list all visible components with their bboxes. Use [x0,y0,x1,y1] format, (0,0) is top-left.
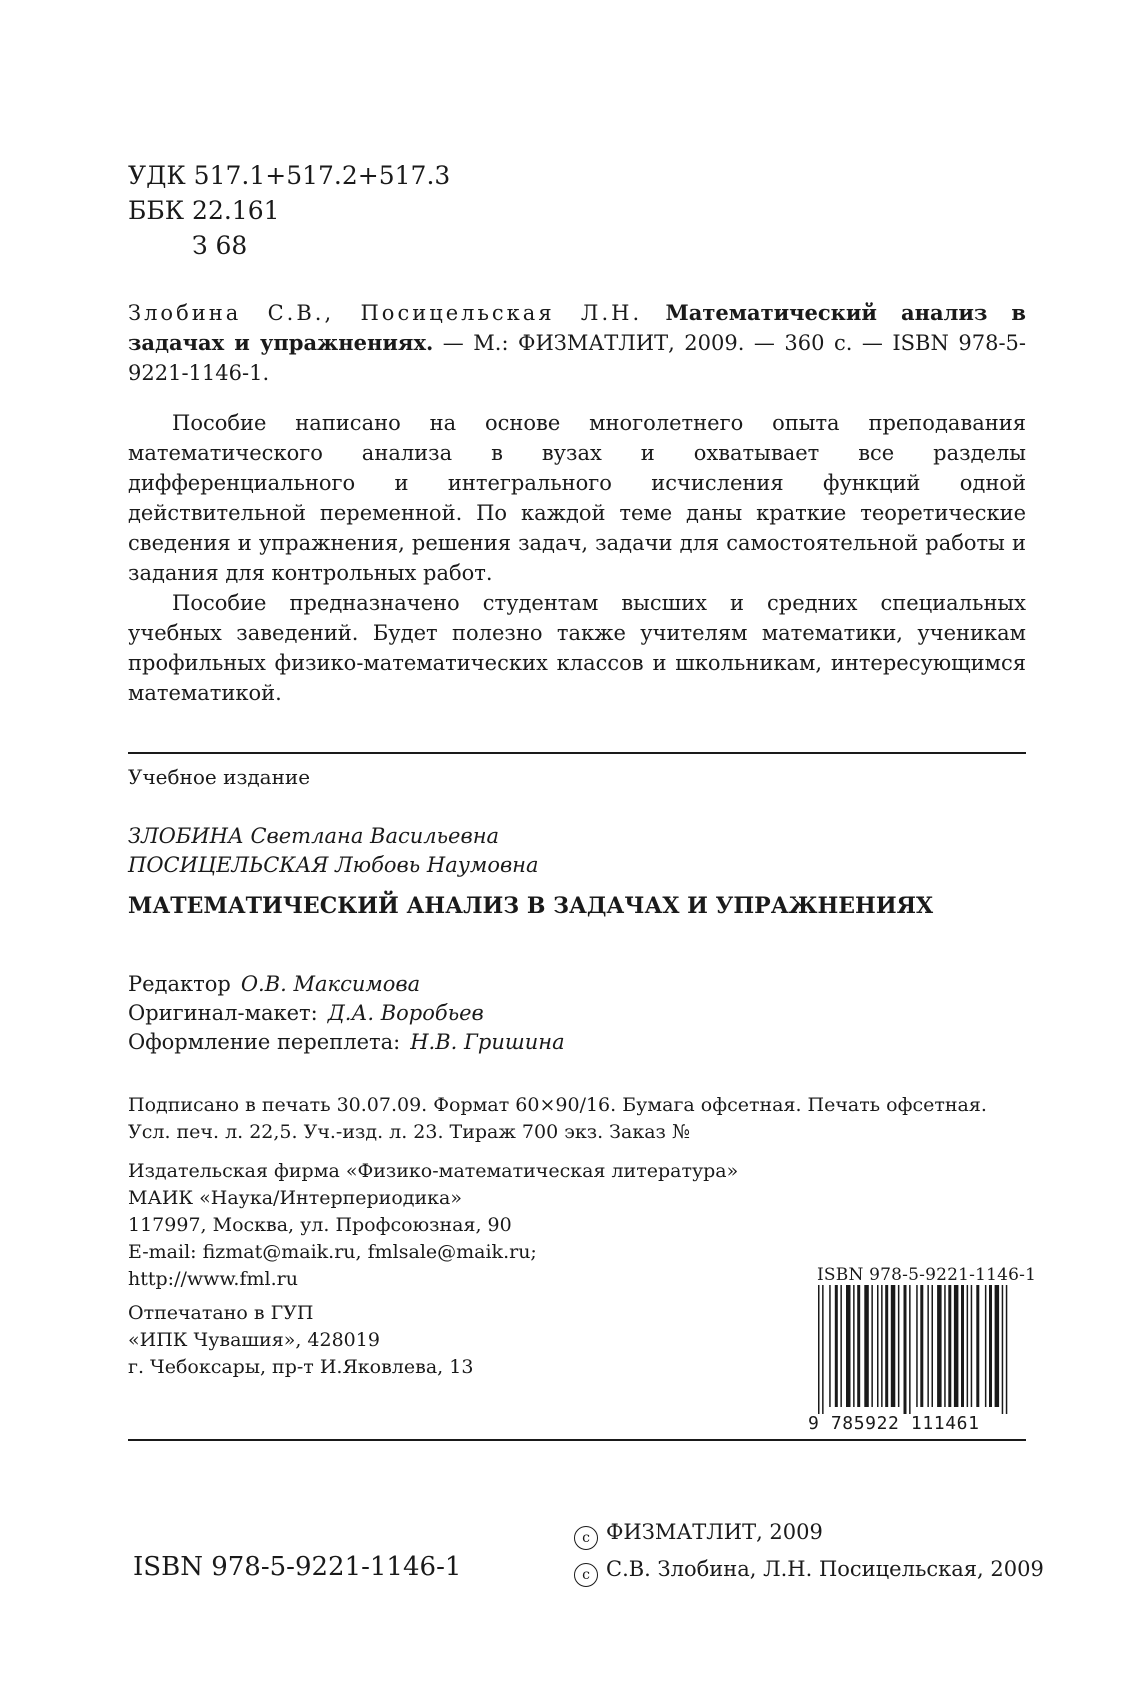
print-info-line: Усл. печ. л. 22,5. Уч.-изд. л. 23. Тираж 700 экз. Заказ № [128,1121,690,1143]
abstract-paragraph: Пособие написано на основе многолетнего опыта преподавания математического анализа в вузах и охватывает все разделы дифференциального и интегрального исчисления функций одной действительной переменной. По каждой теме даны краткие теоретические сведения и упражнения, решения задач, задачи для самостоятельной работы и задания для контрольных работ. [128,411,1026,585]
copyright-line [574,1514,1044,1551]
author-name: ПОСИЦЕЛЬСКАЯ Любовь Наумовна [128,853,539,877]
copyright-text: С.В. Злобина, Л.Н. Посицельская, 2009 [606,1557,1044,1581]
copyright-icon: c [574,1526,598,1550]
barcode-image [818,1285,1024,1419]
barcode-isbn: ISBN 978-5-9221-1146-1 [817,1265,1037,1285]
divider-top [128,752,1026,754]
staff-name: О.В. Максимова [240,972,421,996]
printer-info [128,1300,473,1381]
copyright-line [574,1551,1044,1588]
citation-title: Математический анализ в задачах и упражнениях. [128,300,1026,355]
copyright-block [574,1514,1044,1588]
publisher-line: 117997, Москва, ул. Профсоюзная, 90 [128,1214,512,1236]
staff-role: Оригинал-макет: [128,1001,318,1025]
printer-line: г. Чебоксары, пр-т И.Яковлева, 13 [128,1356,474,1378]
staff-row [128,1028,565,1057]
edition-type: Учебное издание [128,765,311,789]
copyright-text: ФИЗМАТЛИТ, 2009 [606,1520,823,1544]
udk-code: УДК 517.1+517.2+517.3 [128,161,451,190]
book-title: МАТЕМАТИЧЕСКИЙ АНАЛИЗ В ЗАДАЧАХ И УПРАЖНЕНИЯХ [128,893,934,919]
abstract [128,408,1026,708]
publisher-url: http://www.fml.ru [128,1268,298,1290]
print-info [128,1092,987,1146]
staff-name: Н.В. Гришина [410,1030,565,1054]
abstract-paragraph: Пособие предназначено студентам высших и средних специальных учебных заведений. Будет полезно также учителям математики, ученикам профильных физико-математических классов и школьникам, интересующимся математикой. [128,591,1026,705]
publisher-email: E-mail: fizmat@maik.ru, fmlsale@maik.ru; [128,1241,537,1263]
copyright-icon: c [574,1563,598,1587]
staff-role: Оформление переплета: [128,1030,401,1054]
publisher-line: Издательская фирма «Физико-математическая литература» [128,1160,739,1182]
staff-role: Редактор [128,972,231,996]
staff-list [128,970,565,1057]
citation-imprint: — М.: ФИЗМАТЛИТ, 2009. — 360 с. — ISBN 978-5-9221-1146-1. [128,331,1026,385]
printer-line: Отпечатано в ГУП [128,1302,314,1324]
classification-block [128,158,450,263]
print-info-line: Подписано в печать 30.07.09. Формат 60×90/16. Бумага офсетная. Печать офсетная. [128,1094,987,1116]
author-name: ЗЛОБИНА Светлана Васильевна [128,824,500,848]
publisher-line: МАИК «Наука/Интерпериодика» [128,1187,462,1209]
staff-name: Д.А. Воробьев [327,1001,484,1025]
staff-row [128,999,565,1028]
citation-authors: Злобина С.В., Посицельская Л.Н. [128,301,643,325]
bbk-code: ББК 22.161 [128,196,280,225]
bibliographic-citation [128,298,1026,388]
divider-bottom [128,1439,1026,1441]
barcode-digits: 9 785922 111461 [808,1414,1032,1434]
publisher-info [128,1158,738,1293]
author-mark: З 68 [192,231,248,260]
authors-full [128,822,539,880]
isbn: ISBN 978-5-9221-1146-1 [133,1552,462,1582]
printer-line: «ИПК Чувашия», 428019 [128,1329,380,1351]
staff-row [128,970,565,999]
